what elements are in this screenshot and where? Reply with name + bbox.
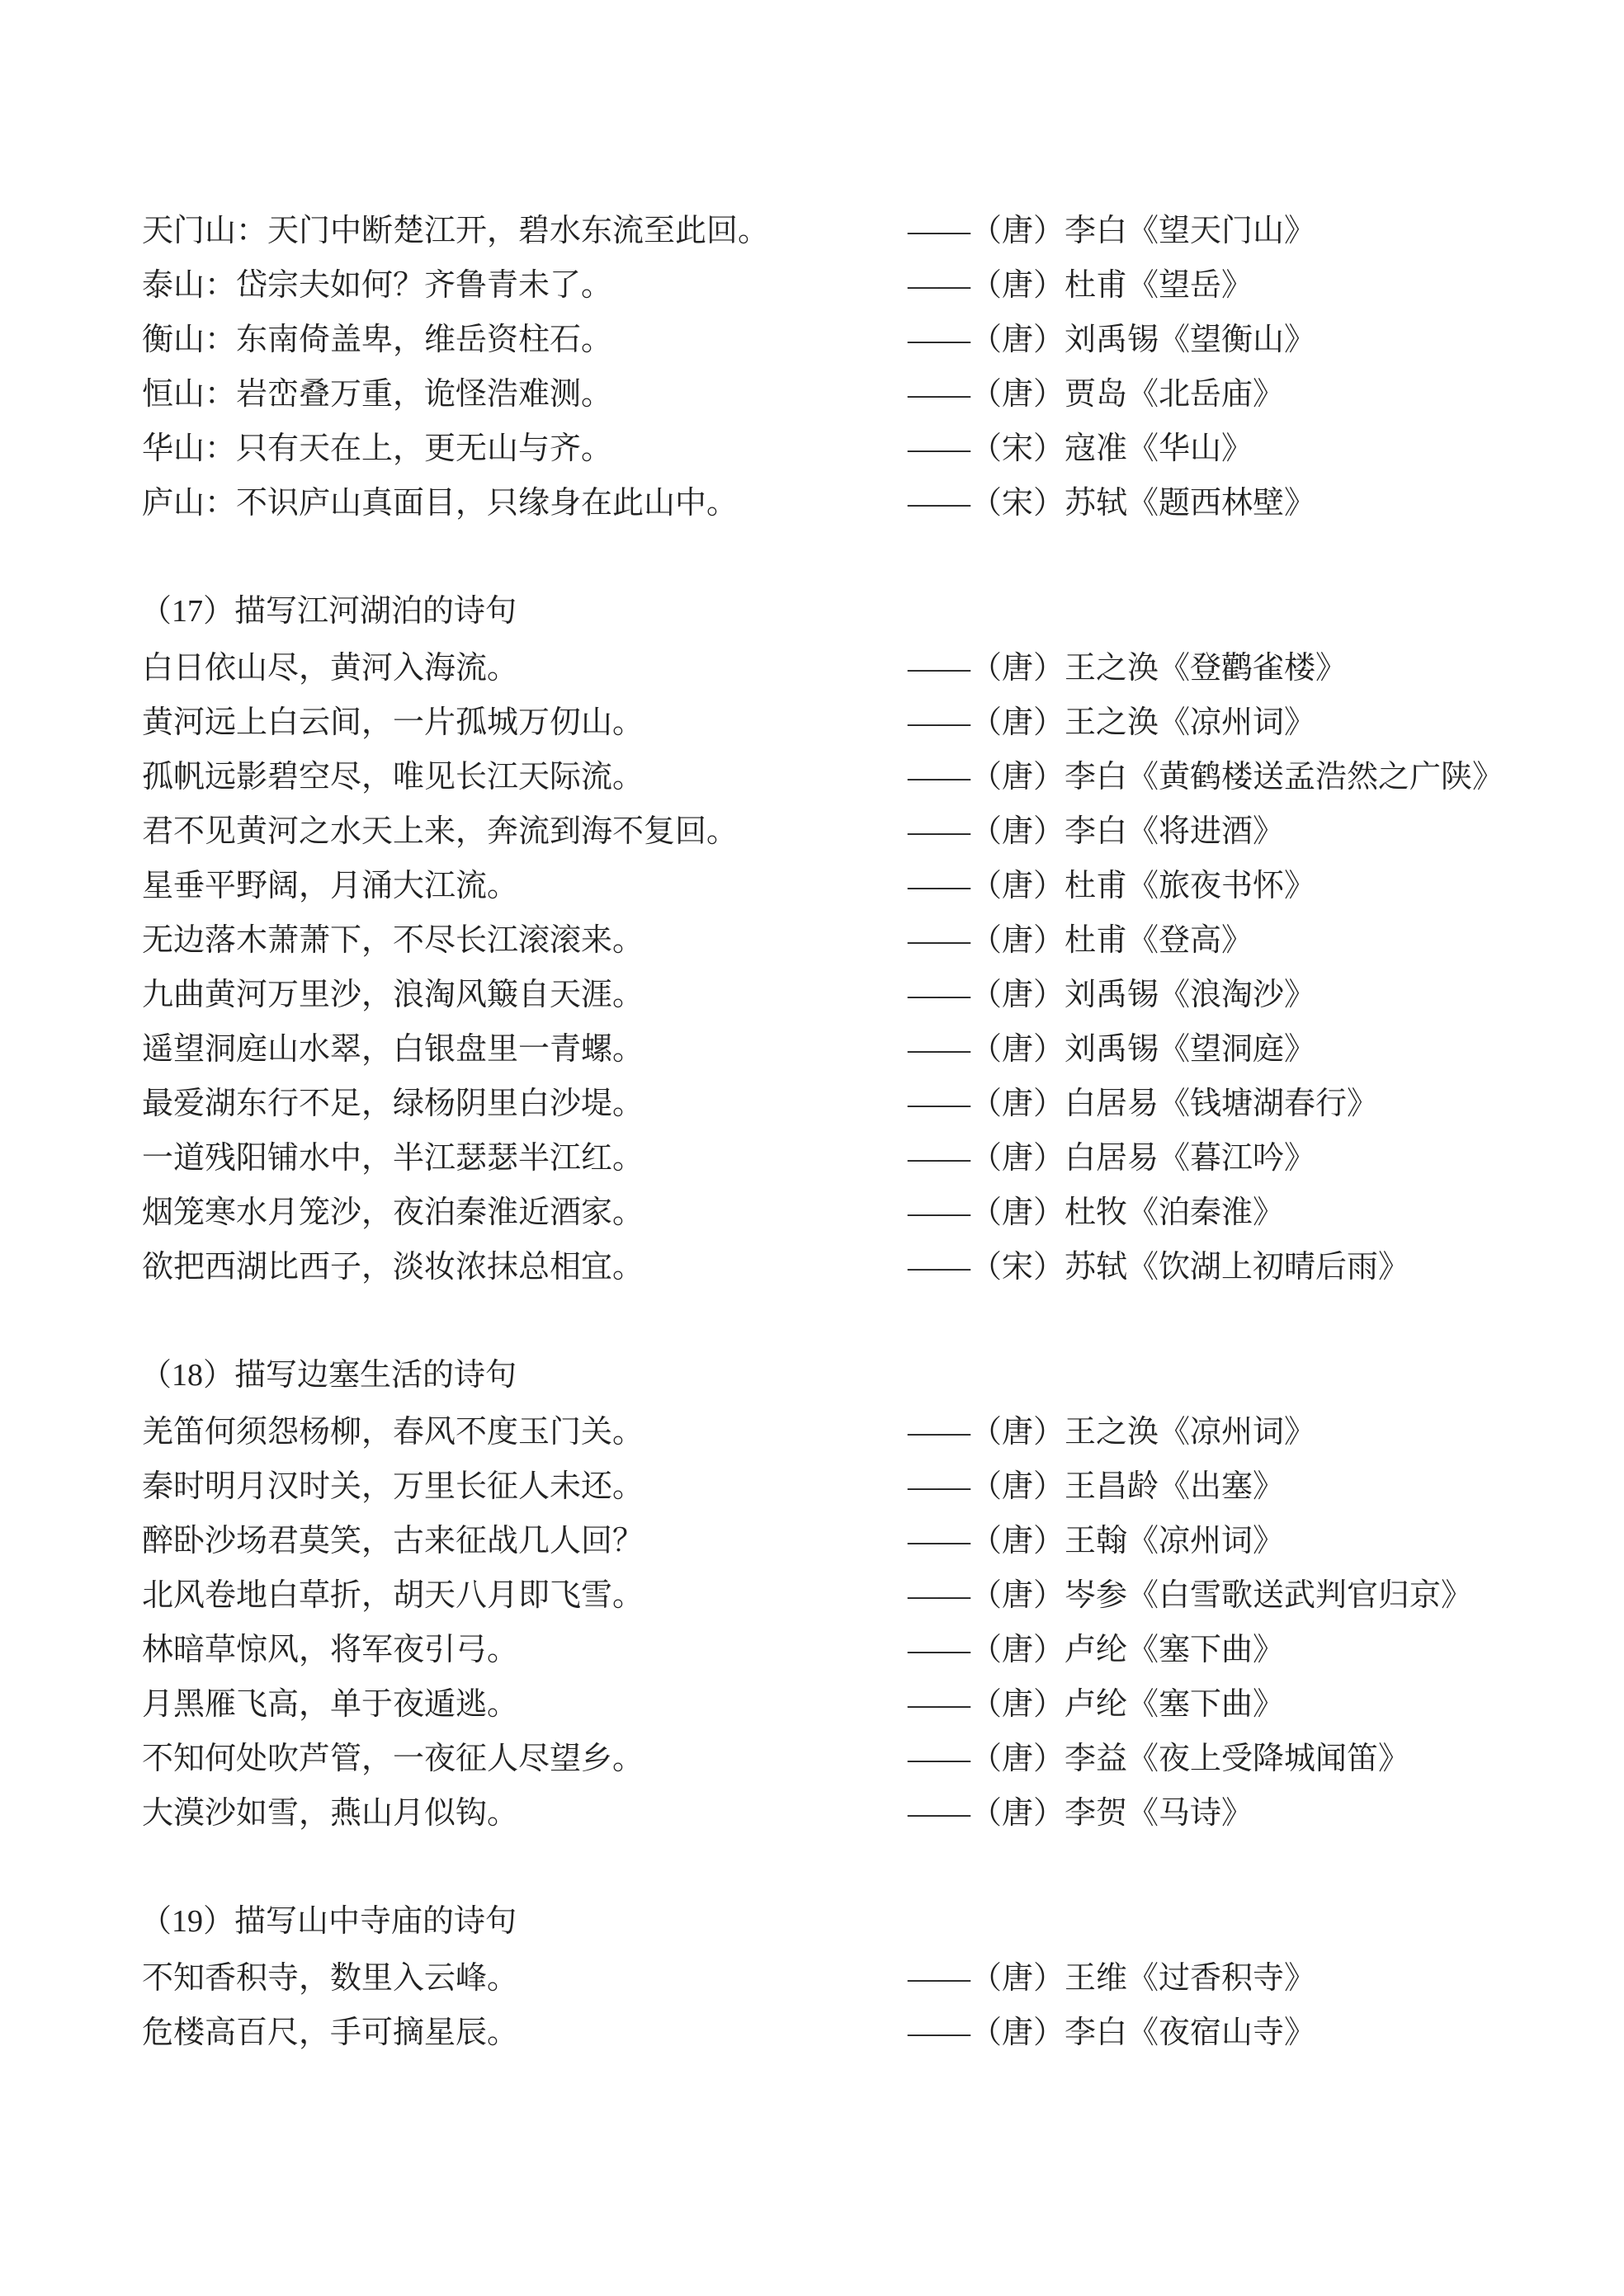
section-header (0, 1346, 1624, 1405)
poem-line-row (0, 695, 1624, 750)
poem-line-row (0, 859, 1624, 913)
poem-text: 衡山：东南倚盖卑，维岳资柱石。 (142, 323, 613, 357)
attribution-text: ——（唐）王维《过香积寺》 (908, 1961, 1316, 1996)
attribution-text: ——（唐）李贺《马诗》 (908, 1796, 1253, 1831)
poem-text: 无边落木萧萧下，不尽长江滚滚来。 (142, 923, 644, 958)
poem-line-row (0, 1405, 1624, 1459)
poem-text: 林暗草惊风，将军夜引弓。 (142, 1633, 519, 1667)
poem-text: 羌笛何须怨杨柳，春风不度玉门关。 (142, 1415, 644, 1450)
poem-line-row (0, 1951, 1624, 2006)
poem-line-row (0, 1568, 1624, 1623)
poem-text: 遥望洞庭山水翠，白银盘里一青螺。 (142, 1032, 644, 1067)
attribution-text: ——（唐）杜甫《望岳》 (908, 268, 1253, 303)
attribution-text: ——（唐）李白《夜宿山寺》 (908, 2015, 1316, 2050)
poem-line-row (0, 1732, 1624, 1786)
attribution-text: ——（唐）刘禹锡《望洞庭》 (908, 1032, 1316, 1067)
poem-text: 大漠沙如雪，燕山月似钩。 (142, 1796, 519, 1831)
poem-line-row (0, 1623, 1624, 1677)
poem-line-row (0, 804, 1624, 859)
poem-line-row (0, 204, 1624, 258)
poem-line-row (0, 1131, 1624, 1186)
poem-text: 北风卷地白草折，胡天八月即飞雪。 (142, 1578, 644, 1613)
poem-line-row (0, 476, 1624, 530)
poem-text: 九曲黄河万里沙，浪淘风簸自天涯。 (142, 978, 644, 1012)
attribution-text: ——（唐）王昌龄《出塞》 (908, 1469, 1285, 1504)
attribution-text: ——（唐）卢纶《塞下曲》 (908, 1633, 1285, 1667)
poem-text: 恒山：岩峦叠万重，诡怪浩难测。 (142, 377, 613, 412)
attribution-text: ——（唐）李白《望天门山》 (908, 214, 1316, 248)
attribution-text: ——（唐）李益《夜上受降城闻笛》 (908, 1742, 1410, 1776)
attribution-text: ——（唐）李白《黄鹤楼送孟浩然之广陕》 (908, 760, 1504, 794)
poem-line-row (0, 422, 1624, 476)
poem-line-row (0, 1022, 1624, 1077)
poem-line-row (0, 750, 1624, 804)
poem-text: 一道残阳铺水中，半江瑟瑟半江红。 (142, 1141, 644, 1176)
poem-text: 孤帆远影碧空尽，唯见长江天际流。 (142, 760, 644, 794)
poem-line-row (0, 2006, 1624, 2060)
section-header-text: （18）描写边塞生活的诗句 (140, 1358, 517, 1393)
attribution-text: ——（唐）王之涣《凉州词》 (908, 1415, 1316, 1450)
poem-line-row (0, 367, 1624, 422)
attribution-text: ——（宋）寇准《华山》 (908, 431, 1253, 466)
attribution-text: ——（宋）苏轼《饮湖上初晴后雨》 (908, 1250, 1410, 1285)
section-gap (0, 1841, 1624, 1892)
poem-text: 天门山：天门中断楚江开，碧水东流至此回。 (142, 214, 770, 248)
poem-line-row (0, 1514, 1624, 1568)
attribution-text: ——（唐）杜甫《登高》 (908, 923, 1253, 958)
poem-line-row (0, 1240, 1624, 1294)
poem-line-row (0, 968, 1624, 1022)
attribution-text: ——（唐）李白《将进酒》 (908, 814, 1285, 849)
attribution-text: ——（唐）杜甫《旅夜书怀》 (908, 869, 1316, 903)
attribution-text: ——（唐）白居易《钱塘湖春行》 (908, 1087, 1379, 1121)
poem-line-row (0, 1077, 1624, 1131)
attribution-text: ——（唐）贾岛《北岳庙》 (908, 377, 1285, 412)
poem-text: 华山：只有天在上，更无山与齐。 (142, 431, 613, 466)
poem-line-row (0, 1186, 1624, 1240)
attribution-text: ——（唐）卢纶《塞下曲》 (908, 1687, 1285, 1722)
poem-text: 白日依山尽，黄河入海流。 (142, 651, 519, 686)
poem-text: 黄河远上白云间，一片孤城万仞山。 (142, 705, 644, 740)
poem-text: 不知何处吹芦管，一夜征人尽望乡。 (142, 1742, 644, 1776)
poem-text: 烟笼寒水月笼沙，夜泊秦淮近酒家。 (142, 1195, 644, 1230)
section-header-text: （17）描写江河湖泊的诗句 (140, 594, 517, 629)
poem-line-row (0, 1786, 1624, 1841)
poem-text: 醉卧沙场君莫笑，古来征战几人回？ (142, 1524, 644, 1558)
section-header-text: （19）描写山中寺庙的诗句 (140, 1904, 517, 1939)
attribution-text: ——（唐）岑参《白雪歌送武判官归京》 (908, 1578, 1473, 1613)
poem-text: 庐山：不识庐山真面目，只缘身在此山中。 (142, 486, 739, 521)
poem-line-row (0, 258, 1624, 313)
poem-text: 君不见黄河之水天上来，奔流到海不复回。 (142, 814, 739, 849)
poem-text: 星垂平野阔，月涌大江流。 (142, 869, 519, 903)
poem-line-row (0, 313, 1624, 367)
section-gap (0, 1294, 1624, 1346)
attribution-text: ——（宋）苏轼《题西林壁》 (908, 486, 1316, 521)
poem-text: 月黑雁飞高，单于夜遁逃。 (142, 1687, 519, 1722)
attribution-text: ——（唐）刘禹锡《浪淘沙》 (908, 978, 1316, 1012)
section-header (0, 1892, 1624, 1951)
attribution-text: ——（唐）王翰《凉州词》 (908, 1524, 1285, 1558)
poem-text: 危楼高百尺，手可摘星辰。 (142, 2015, 519, 2050)
poem-line-row (0, 641, 1624, 695)
attribution-text: ——（唐）白居易《暮江吟》 (908, 1141, 1316, 1176)
poem-text: 欲把西湖比西子，淡妆浓抹总相宜。 (142, 1250, 644, 1285)
poem-text: 秦时明月汉时关，万里长征人未还。 (142, 1469, 644, 1504)
section-gap (0, 530, 1624, 582)
section-header (0, 582, 1624, 641)
poem-text: 泰山：岱宗夫如何？齐鲁青未了。 (142, 268, 613, 303)
poem-text: 最爱湖东行不足，绿杨阴里白沙堤。 (142, 1087, 644, 1121)
attribution-text: ——（唐）刘禹锡《望衡山》 (908, 323, 1316, 357)
poem-line-row (0, 1677, 1624, 1732)
poem-line-row (0, 913, 1624, 968)
poem-line-row (0, 1459, 1624, 1514)
attribution-text: ——（唐）王之涣《登鹳雀楼》 (908, 651, 1348, 686)
attribution-text: ——（唐）杜牧《泊秦淮》 (908, 1195, 1285, 1230)
attribution-text: ——（唐）王之涣《凉州词》 (908, 705, 1316, 740)
poem-text: 不知香积寺，数里入云峰。 (142, 1961, 519, 1996)
